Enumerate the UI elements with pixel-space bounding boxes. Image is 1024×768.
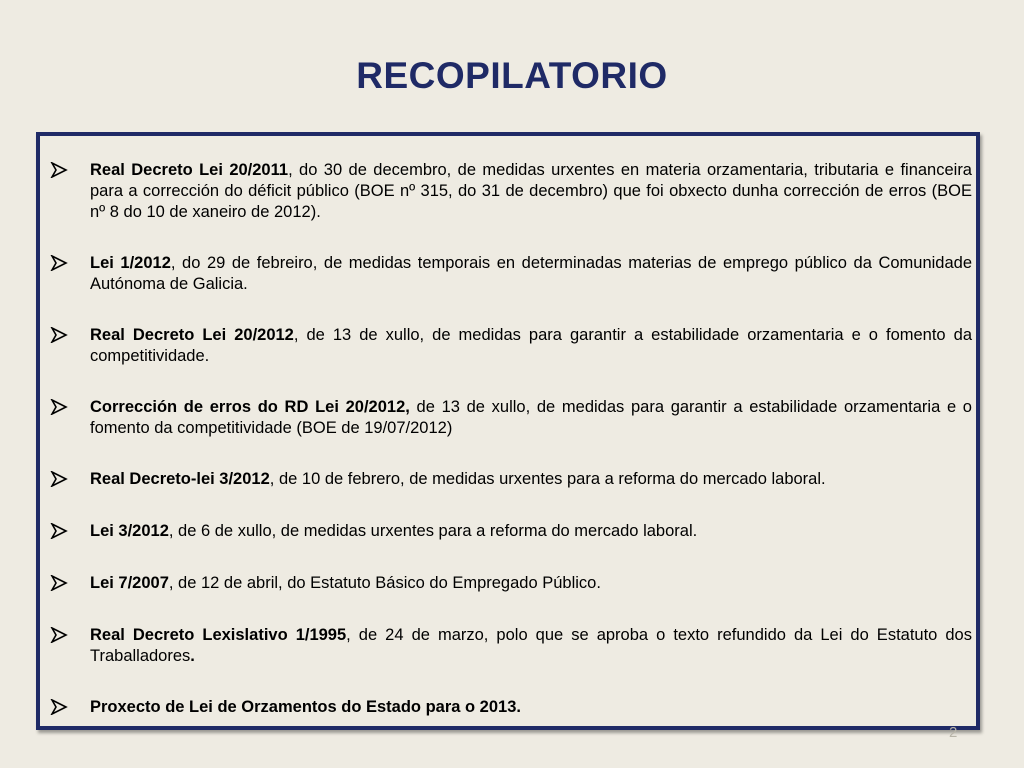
arrow-bullet-icon bbox=[50, 521, 90, 539]
law-description: , de 6 de xullo, de medidas urxentes para a reforma do mercado laboral. bbox=[168, 522, 698, 540]
law-title: Proxecto de Lei de Orzamentos do Estado para o 2013. bbox=[90, 698, 521, 716]
list-item bbox=[50, 160, 972, 223]
law-description: de 13 de xullo, de medidas para garantir a estabilidade orzamentaria e o fomento da competitividade (BOE de 19/07/2012) bbox=[90, 398, 972, 437]
list-item-text bbox=[90, 160, 972, 223]
arrow-bullet-icon bbox=[50, 325, 90, 343]
list-item-text bbox=[90, 573, 972, 594]
law-description: , de 10 de febrero, de medidas urxentes para a reforma do mercado laboral. bbox=[269, 470, 826, 488]
list-item-text bbox=[90, 469, 972, 490]
law-title: Lei 7/2007 bbox=[90, 574, 169, 592]
list-item-text bbox=[90, 697, 972, 718]
list-item bbox=[50, 573, 972, 594]
law-description: , do 29 de febreiro, de medidas temporais en determinadas materias de emprego público da Comunidade Autónoma de Galicia. bbox=[90, 254, 973, 293]
arrow-bullet-icon bbox=[50, 160, 90, 178]
law-description: , de 12 de abril, do Estatuto Básico do Empregado Público. bbox=[168, 574, 601, 592]
law-description: , do 30 de decembro, de medidas urxentes en materia orzamentaria, tributaria e financeira para a corrección do déficit público (BOE nº 315, do 31 de decembro) que foi obxecto dunha corrección de erros (BOE nº 8 do 10 de xaneiro de 2012). bbox=[90, 161, 972, 221]
law-description-end: . bbox=[190, 647, 195, 665]
arrow-bullet-icon bbox=[50, 573, 90, 591]
law-description: , de 13 de xullo, de medidas para garantir a estabilidade orzamentaria e o fomento da competitividade. bbox=[90, 326, 972, 365]
list-item-text bbox=[90, 253, 972, 295]
list-item bbox=[50, 625, 972, 667]
list-item bbox=[50, 397, 972, 439]
legislation-list-box bbox=[36, 132, 980, 730]
list-item-text bbox=[90, 325, 972, 367]
law-title: Real Decreto-lei 3/2012 bbox=[90, 470, 270, 488]
arrow-bullet-icon bbox=[50, 397, 90, 415]
page-number: 2 bbox=[949, 724, 958, 741]
arrow-bullet-icon bbox=[50, 697, 90, 715]
list-item bbox=[50, 469, 972, 490]
list-item bbox=[50, 253, 972, 295]
law-title: Lei 3/2012 bbox=[90, 522, 169, 540]
list-item-text bbox=[90, 397, 972, 439]
law-title: Lei 1/2012 bbox=[90, 254, 171, 272]
list-item bbox=[50, 697, 972, 718]
law-title: Real Decreto Lei 20/2011 bbox=[90, 161, 289, 179]
arrow-bullet-icon bbox=[50, 253, 90, 271]
list-item bbox=[50, 325, 972, 367]
law-title: Real Decreto Lexislativo 1/1995 bbox=[90, 626, 347, 644]
list-item bbox=[50, 521, 972, 542]
law-title: Real Decreto Lei 20/2012 bbox=[90, 326, 294, 344]
law-title: Corrección de erros do RD Lei 20/2012, bbox=[90, 398, 410, 416]
arrow-bullet-icon bbox=[50, 469, 90, 487]
list-item-text bbox=[90, 625, 972, 667]
law-description: , de 24 de marzo, polo que se aproba o texto refundido da Lei do Estatuto dos Traballadores bbox=[90, 626, 972, 665]
page-title: RECOPILATORIO bbox=[356, 55, 668, 96]
arrow-bullet-icon bbox=[50, 625, 90, 643]
list-item-text bbox=[90, 521, 972, 542]
